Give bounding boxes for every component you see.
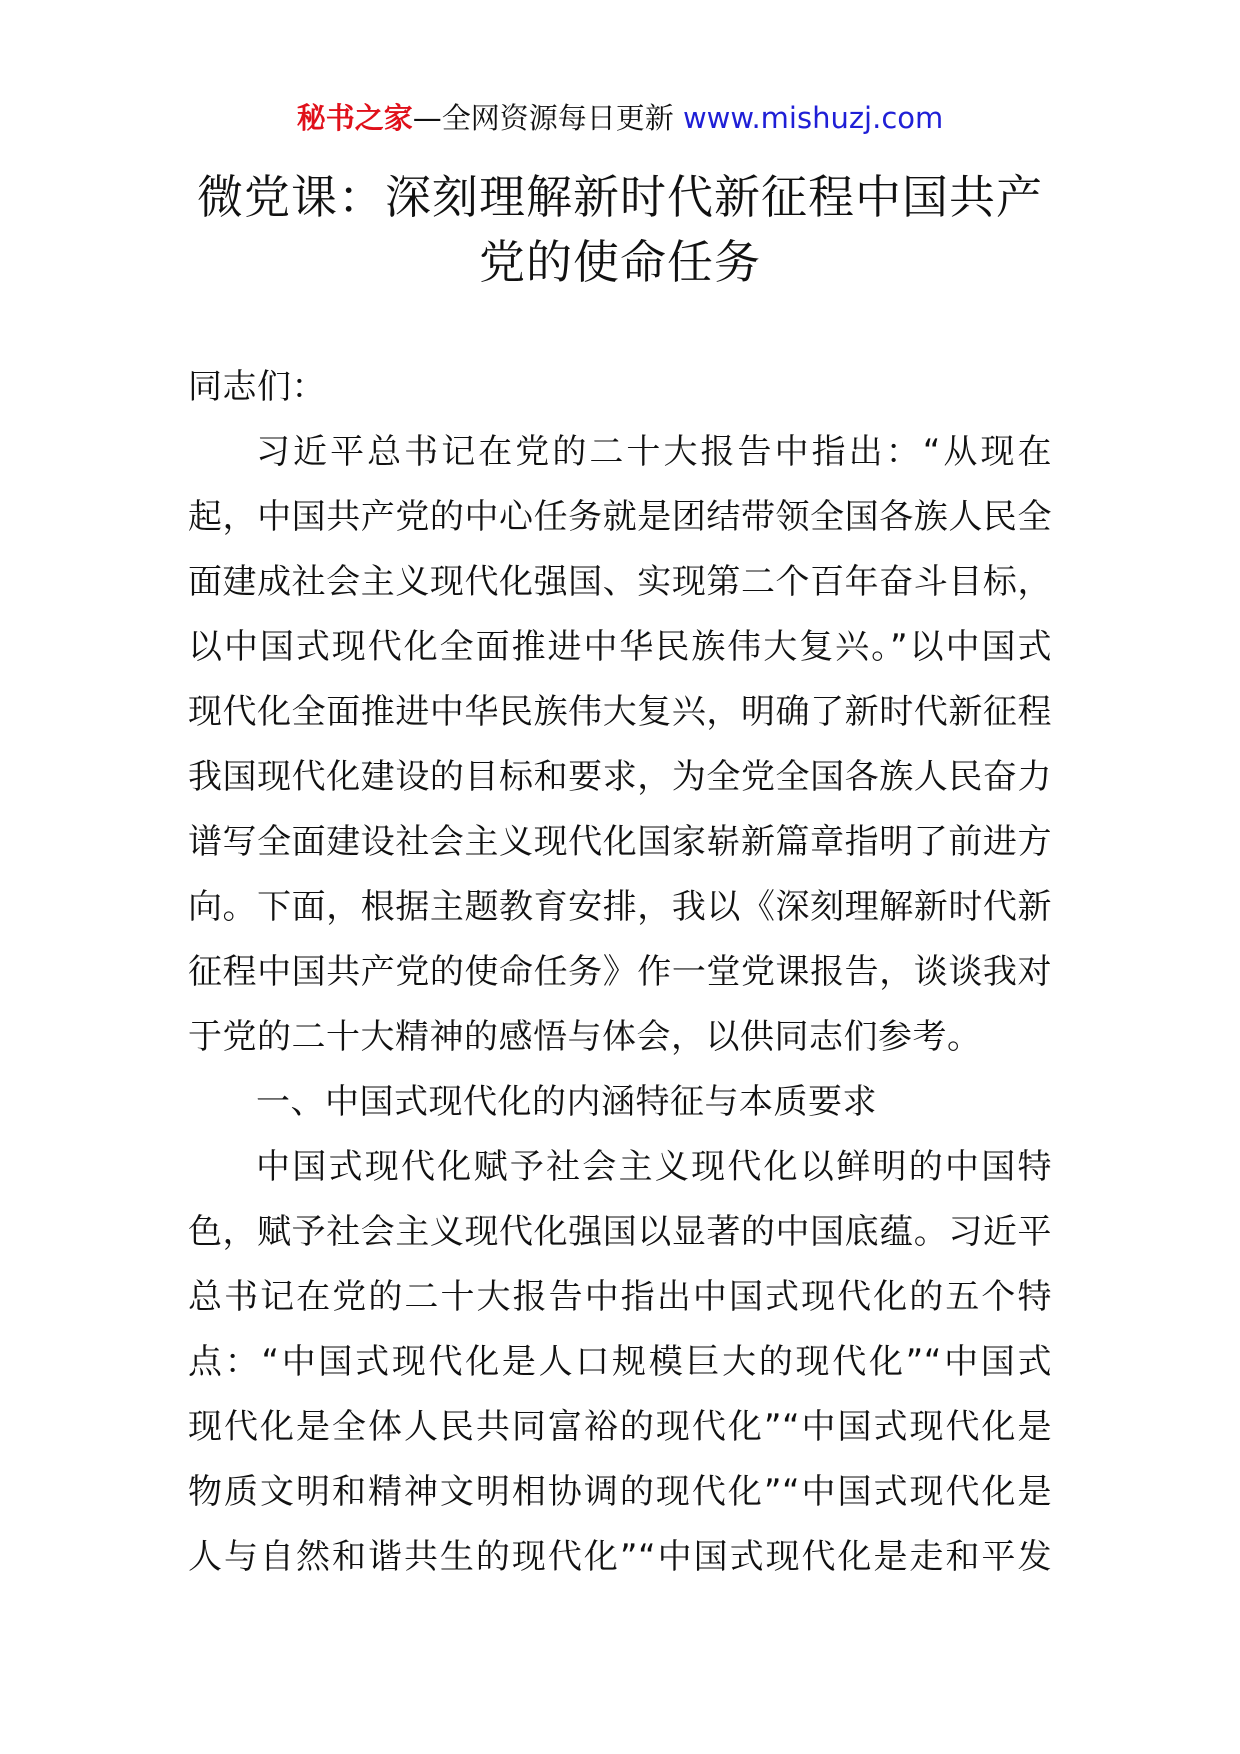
paragraph-line: 谱写全面建设社会主义现代化国家崭新篇章指明了前进方 (188, 822, 1052, 862)
salutation: 同志们： (188, 367, 326, 407)
paragraph-line: 起，中国共产党的中心任务就是团结带领全国各族人民全 (188, 497, 1052, 537)
paragraph-line: 我国现代化建设的目标和要求，为全党全国各族人民奋力 (188, 757, 1052, 797)
paragraph-line: 面建成社会主义现代化强国、实现第二个百年奋斗目标， (188, 562, 1052, 602)
paragraph-line: 于党的二十大精神的感悟与体会，以供同志们参考。 (188, 1017, 982, 1057)
title-line-1: 微党课：深刻理解新时代新征程中国共产 (197, 170, 1043, 224)
paragraph-line: 人与自然和谐共生的现代化”“中国式现代化是走和平发 (188, 1537, 1052, 1577)
paragraph-line: 物质文明和精神文明相协调的现代化”“中国式现代化是 (188, 1472, 1052, 1512)
paragraph-line: 以中国式现代化全面推进中华民族伟大复兴。”以中国式 (188, 627, 1052, 667)
site-slogan: —全网资源每日更新 (412, 101, 683, 135)
paragraph-line: 征程中国共产党的使命任务》作一堂党课报告，谈谈我对 (188, 952, 1052, 992)
section-heading: 一、中国式现代化的内涵特征与本质要求 (256, 1082, 877, 1122)
document-title (190, 165, 1050, 295)
site-url-link[interactable]: www.mishuzj.com (682, 101, 944, 135)
paragraph-line: 向。下面，根据主题教育安排，我以《深刻理解新时代新 (188, 887, 1052, 927)
title-line-2: 党的使命任务 (479, 235, 761, 289)
paragraph-line: 色，赋予社会主义现代化强国以显著的中国底蕴。习近平 (188, 1212, 1052, 1252)
paragraph-line: 习近平总书记在党的二十大报告中指出：“从现在 (256, 432, 1052, 472)
site-brand: 秘书之家 (296, 101, 413, 135)
site-header (0, 98, 1240, 138)
paragraph-line: 点：“中国式现代化是人口规模巨大的现代化”“中国式 (188, 1342, 1052, 1382)
paragraph-line: 现代化是全体人民共同富裕的现代化”“中国式现代化是 (188, 1407, 1052, 1447)
document-body (188, 355, 1052, 1590)
paragraph-line: 总书记在党的二十大报告中指出中国式现代化的五个特 (188, 1277, 1052, 1317)
paragraph-line: 现代化全面推进中华民族伟大复兴，明确了新时代新征程 (188, 692, 1052, 732)
paragraph-line: 中国式现代化赋予社会主义现代化以鲜明的中国特 (256, 1147, 1052, 1187)
